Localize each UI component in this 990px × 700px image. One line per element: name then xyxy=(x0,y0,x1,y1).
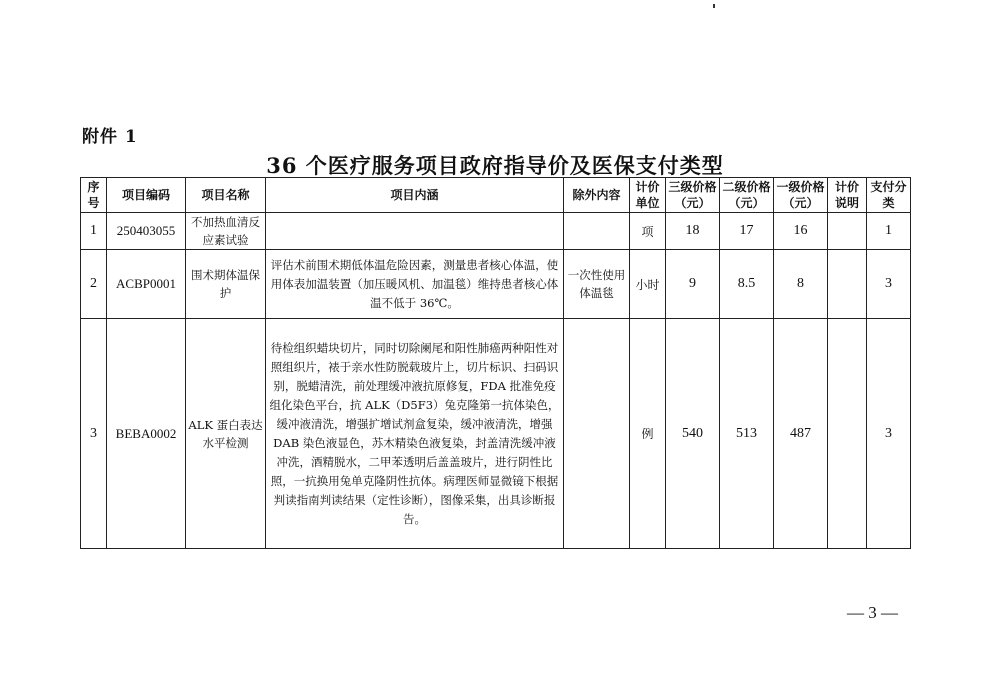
cell-name: ALK 蛋白表达水平检测 xyxy=(186,319,266,549)
cell-price3: 9 xyxy=(666,250,720,319)
cell-code: ACBP0001 xyxy=(107,250,186,319)
header-pay: 支付分类 xyxy=(867,178,911,213)
cell-seq: 3 xyxy=(81,319,107,549)
header-unit: 计价单位 xyxy=(630,178,666,213)
cell-seq: 1 xyxy=(81,213,107,250)
header-seq: 序号 xyxy=(81,178,107,213)
cell-code: BEBA0002 xyxy=(107,319,186,549)
header-exclude: 除外内容 xyxy=(564,178,630,213)
cell-unit: 小时 xyxy=(630,250,666,319)
header-name: 项目名称 xyxy=(186,178,266,213)
cell-name: 不加热血清反应素试验 xyxy=(186,213,266,250)
cell-exclude xyxy=(564,319,630,549)
cell-content: 待检组织蜡块切片，同时切除阑尾和阳性肺癌两种阳性对照组织片，裱于亲水性防脱载玻片上，切片标识、扫码识别，脱蜡清洗，前处理缓冲液抗原修复，FDA 批准免疫组化染色平台，抗 ALK（D5F3）兔克隆第一抗体染色，缓冲液清洗，增强扩增试剂盒复染，缓冲液清洗，增强 DAB 染色液显色，苏木精染色液复染，封盖清洗缓冲液冲洗，酒精脱水，二甲苯透明后盖盖玻片，进行阴性比照，一抗换用兔单克隆阴性抗体。病理医师显微镜下根据判读指南判读结果（定性诊断），图像采集，出具诊断报告。 xyxy=(266,319,564,549)
cell-price3: 540 xyxy=(666,319,720,549)
scan-mark xyxy=(713,4,715,8)
cell-content: 评估术前围术期低体温危险因素，测量患者核心体温，使用体表加温装置（加压暖风机、加温毯）维持患者核心体温不低于 36℃。 xyxy=(266,250,564,319)
cell-note xyxy=(828,319,867,549)
cell-price2: 8.5 xyxy=(720,250,774,319)
header-price2: 二级价格（元） xyxy=(720,178,774,213)
document-title: 36 个医疗服务项目政府指导价及医保支付类型 xyxy=(266,153,724,178)
cell-content xyxy=(266,213,564,250)
cell-price3: 18 xyxy=(666,213,720,250)
header-note: 计价说明 xyxy=(828,178,867,213)
header-code: 项目编码 xyxy=(107,178,186,213)
table-row xyxy=(81,319,911,549)
cell-note xyxy=(828,213,867,250)
cell-name: 围术期体温保护 xyxy=(186,250,266,319)
cell-price1: 487 xyxy=(774,319,828,549)
cell-price2: 17 xyxy=(720,213,774,250)
cell-note xyxy=(828,250,867,319)
cell-pay: 1 xyxy=(867,213,911,250)
cell-seq: 2 xyxy=(81,250,107,319)
header-price1: 一级价格（元） xyxy=(774,178,828,213)
header-price3: 三级价格（元） xyxy=(666,178,720,213)
attachment-label: 附件 1 xyxy=(82,127,138,147)
cell-unit: 例 xyxy=(630,319,666,549)
cell-price1: 8 xyxy=(774,250,828,319)
table-header-row xyxy=(81,178,911,213)
cell-pay: 3 xyxy=(867,319,911,549)
cell-exclude: 一次性使用体温毯 xyxy=(564,250,630,319)
cell-code: 250403055 xyxy=(107,213,186,250)
cell-price1: 16 xyxy=(774,213,828,250)
price-table xyxy=(80,177,911,549)
table-row xyxy=(81,250,911,319)
page-number: — 3 — xyxy=(847,603,898,622)
table-row xyxy=(81,213,911,250)
cell-unit: 项 xyxy=(630,213,666,250)
cell-price2: 513 xyxy=(720,319,774,549)
cell-pay: 3 xyxy=(867,250,911,319)
cell-exclude xyxy=(564,213,630,250)
header-content: 项目内涵 xyxy=(266,178,564,213)
